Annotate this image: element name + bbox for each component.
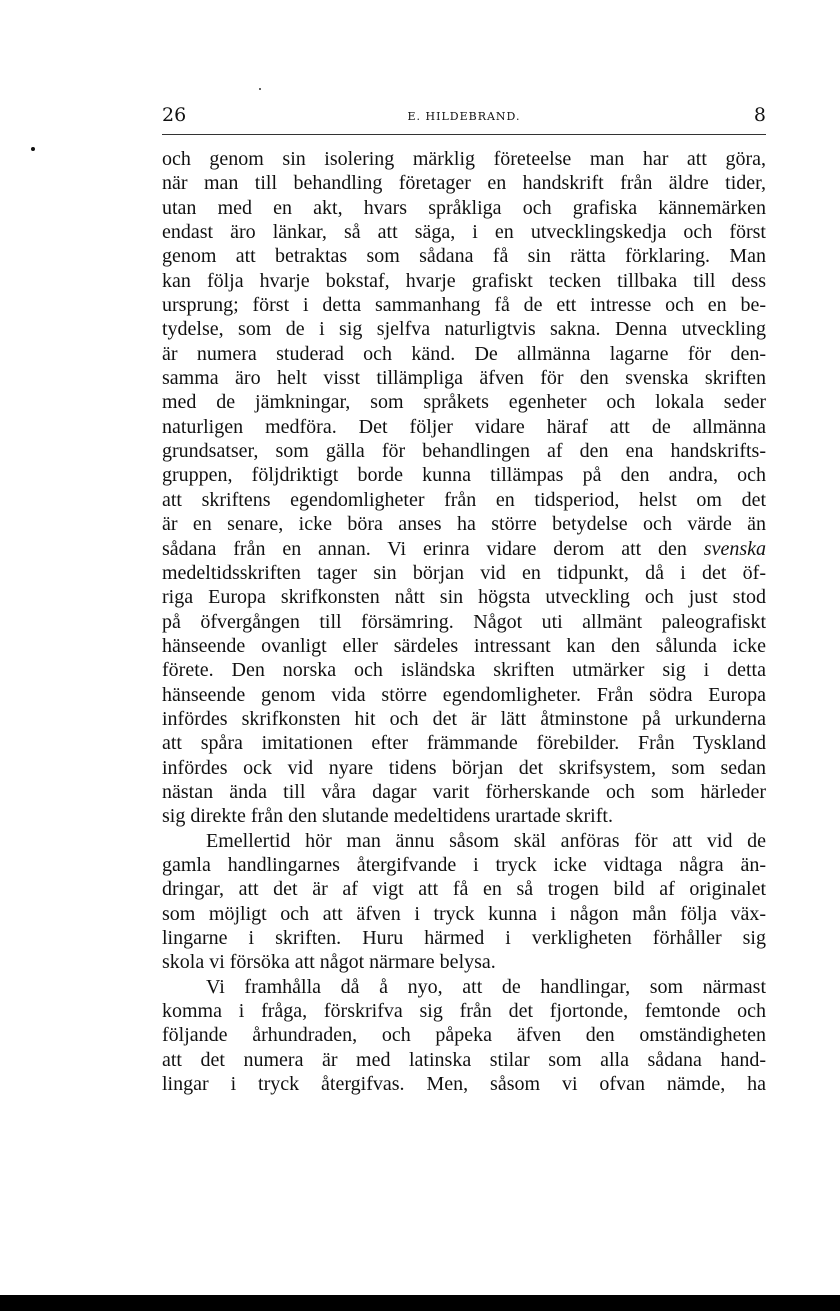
text-line: är en senare, icke böra anses ha större betydelse och värde än <box>162 513 766 536</box>
text-line: Vi framhålla då å nyo, att de handlingar, som närmast <box>206 975 766 998</box>
text-line: att det numera är med latinska stilar som alla sådana hand- <box>162 1048 766 1071</box>
text-line: när man till behandling företager en handskrift från äldre tider, <box>162 172 766 195</box>
text-line: medeltidsskriften tager sin början vid en tidpunkt, då i det öf- <box>162 561 766 584</box>
text-line: gruppen, följdriktigt borde kunna tillämpas på den andra, och <box>162 464 766 487</box>
text-line: kan följa hvarje bokstaf, hvarje grafiskt tecken tillbaka till dess <box>162 269 766 292</box>
text-line: skola vi försöka att något närmare belysa. <box>162 951 496 974</box>
text-line: riga Europa skrifkonsten nått sin högsta utveckling och just stod <box>162 586 766 609</box>
text-line: samma äro helt visst tillämpliga äfven för den svenska skriften <box>162 367 766 390</box>
text-line: utan med en akt, hvars språkliga och grafiska kännemärken <box>162 196 766 219</box>
text-line: med de jämkningar, som språkets egenheter och lokala seder <box>162 391 766 414</box>
text-line: på öfvergången till försämring. Något uti allmänt paleografiskt <box>162 610 766 633</box>
text-line: förete. Den norska och isländska skriften utmärker sig i detta <box>162 659 766 682</box>
print-speck <box>31 147 35 151</box>
text-line: infördes ock vid nyare tidens början det skrifsystem, som sedan <box>162 756 766 779</box>
text-line: att skriftens egendomligheter från en tidsperiod, helst om det <box>162 488 766 511</box>
text-line: tydelse, som de i sig sjelfva naturligtvis sakna. Denna utveckling <box>162 318 766 341</box>
text-line: grundsatser, som gälla för behandlingen af den ena handskrifts- <box>162 440 766 463</box>
text-line: följande århundraden, och påpeka äfven den omständigheten <box>162 1024 766 1047</box>
running-head-author: E. HILDEBRAND. <box>407 110 521 123</box>
text-line: Emellertid hör man ännu såsom skäl anföras för att vid de <box>206 829 766 852</box>
text-line: sådana från en annan. Vi erinra vidare derom att den svenska <box>162 537 766 560</box>
text-line: är numera studerad och känd. De allmänna lagarne för den- <box>162 342 766 365</box>
text-line: hänseende ovanligt eller särdeles intressant kan den sålunda icke <box>162 634 766 657</box>
text-line: lingar i tryck återgifvas. Men, såsom vi ofvan nämde, ha <box>162 1073 766 1096</box>
paragraph <box>162 975 766 1097</box>
page-number: 26 <box>162 104 187 126</box>
text-line: endast äro länkar, så att säga, i en utvecklingskedja och först <box>162 221 766 244</box>
text-line: att spåra imitationen efter främmande förebilder. Från Tyskland <box>162 732 766 755</box>
text-line: och genom sin isolering märklig företeelse man har att göra, <box>162 148 766 170</box>
text-line: hänseende genom vida större egendomligheter. Från södra Europa <box>162 683 766 706</box>
sheet-number: 8 <box>753 104 766 126</box>
text-line: infördes skrifkonsten hit och det är lätt åtminstone på urkunderna <box>162 707 766 730</box>
text-line: lingarne i skriften. Huru härmed i verkligheten förhåller sig <box>162 927 766 949</box>
text-line: som möjligt och att äfven i tryck kunna i någon mån följa väx- <box>162 902 766 925</box>
paragraph <box>162 147 766 829</box>
text-line: komma i fråga, förskrifva sig från det fjortonde, femtonde och <box>162 1000 766 1023</box>
italic-emphasis: svenska <box>703 537 766 560</box>
print-speck <box>259 88 261 90</box>
text-line: sig direkte från den slutande medeltidens urartade skrift. <box>162 805 613 828</box>
text-line: gamla handlingarnes återgifvande i tryck icke vidtaga några än- <box>162 853 766 876</box>
text-line: naturligen medföra. Det följer vidare häraf att de allmänna <box>162 415 766 438</box>
text-line: genom att betraktas som sådana få sin rätta förklaring. Man <box>162 245 766 268</box>
text-line: nästan ända till våra dagar varit förherskande och som härleder <box>162 780 766 803</box>
body-text <box>162 147 766 1096</box>
text-line: ursprung; först i detta sammanhang få de ett intresse och en be- <box>162 294 766 317</box>
paragraph <box>162 829 766 975</box>
scan-border <box>0 1295 840 1311</box>
text-line: dringar, att det är af vigt att få en så trogen bild af originalet <box>162 878 766 901</box>
running-head <box>162 104 766 135</box>
